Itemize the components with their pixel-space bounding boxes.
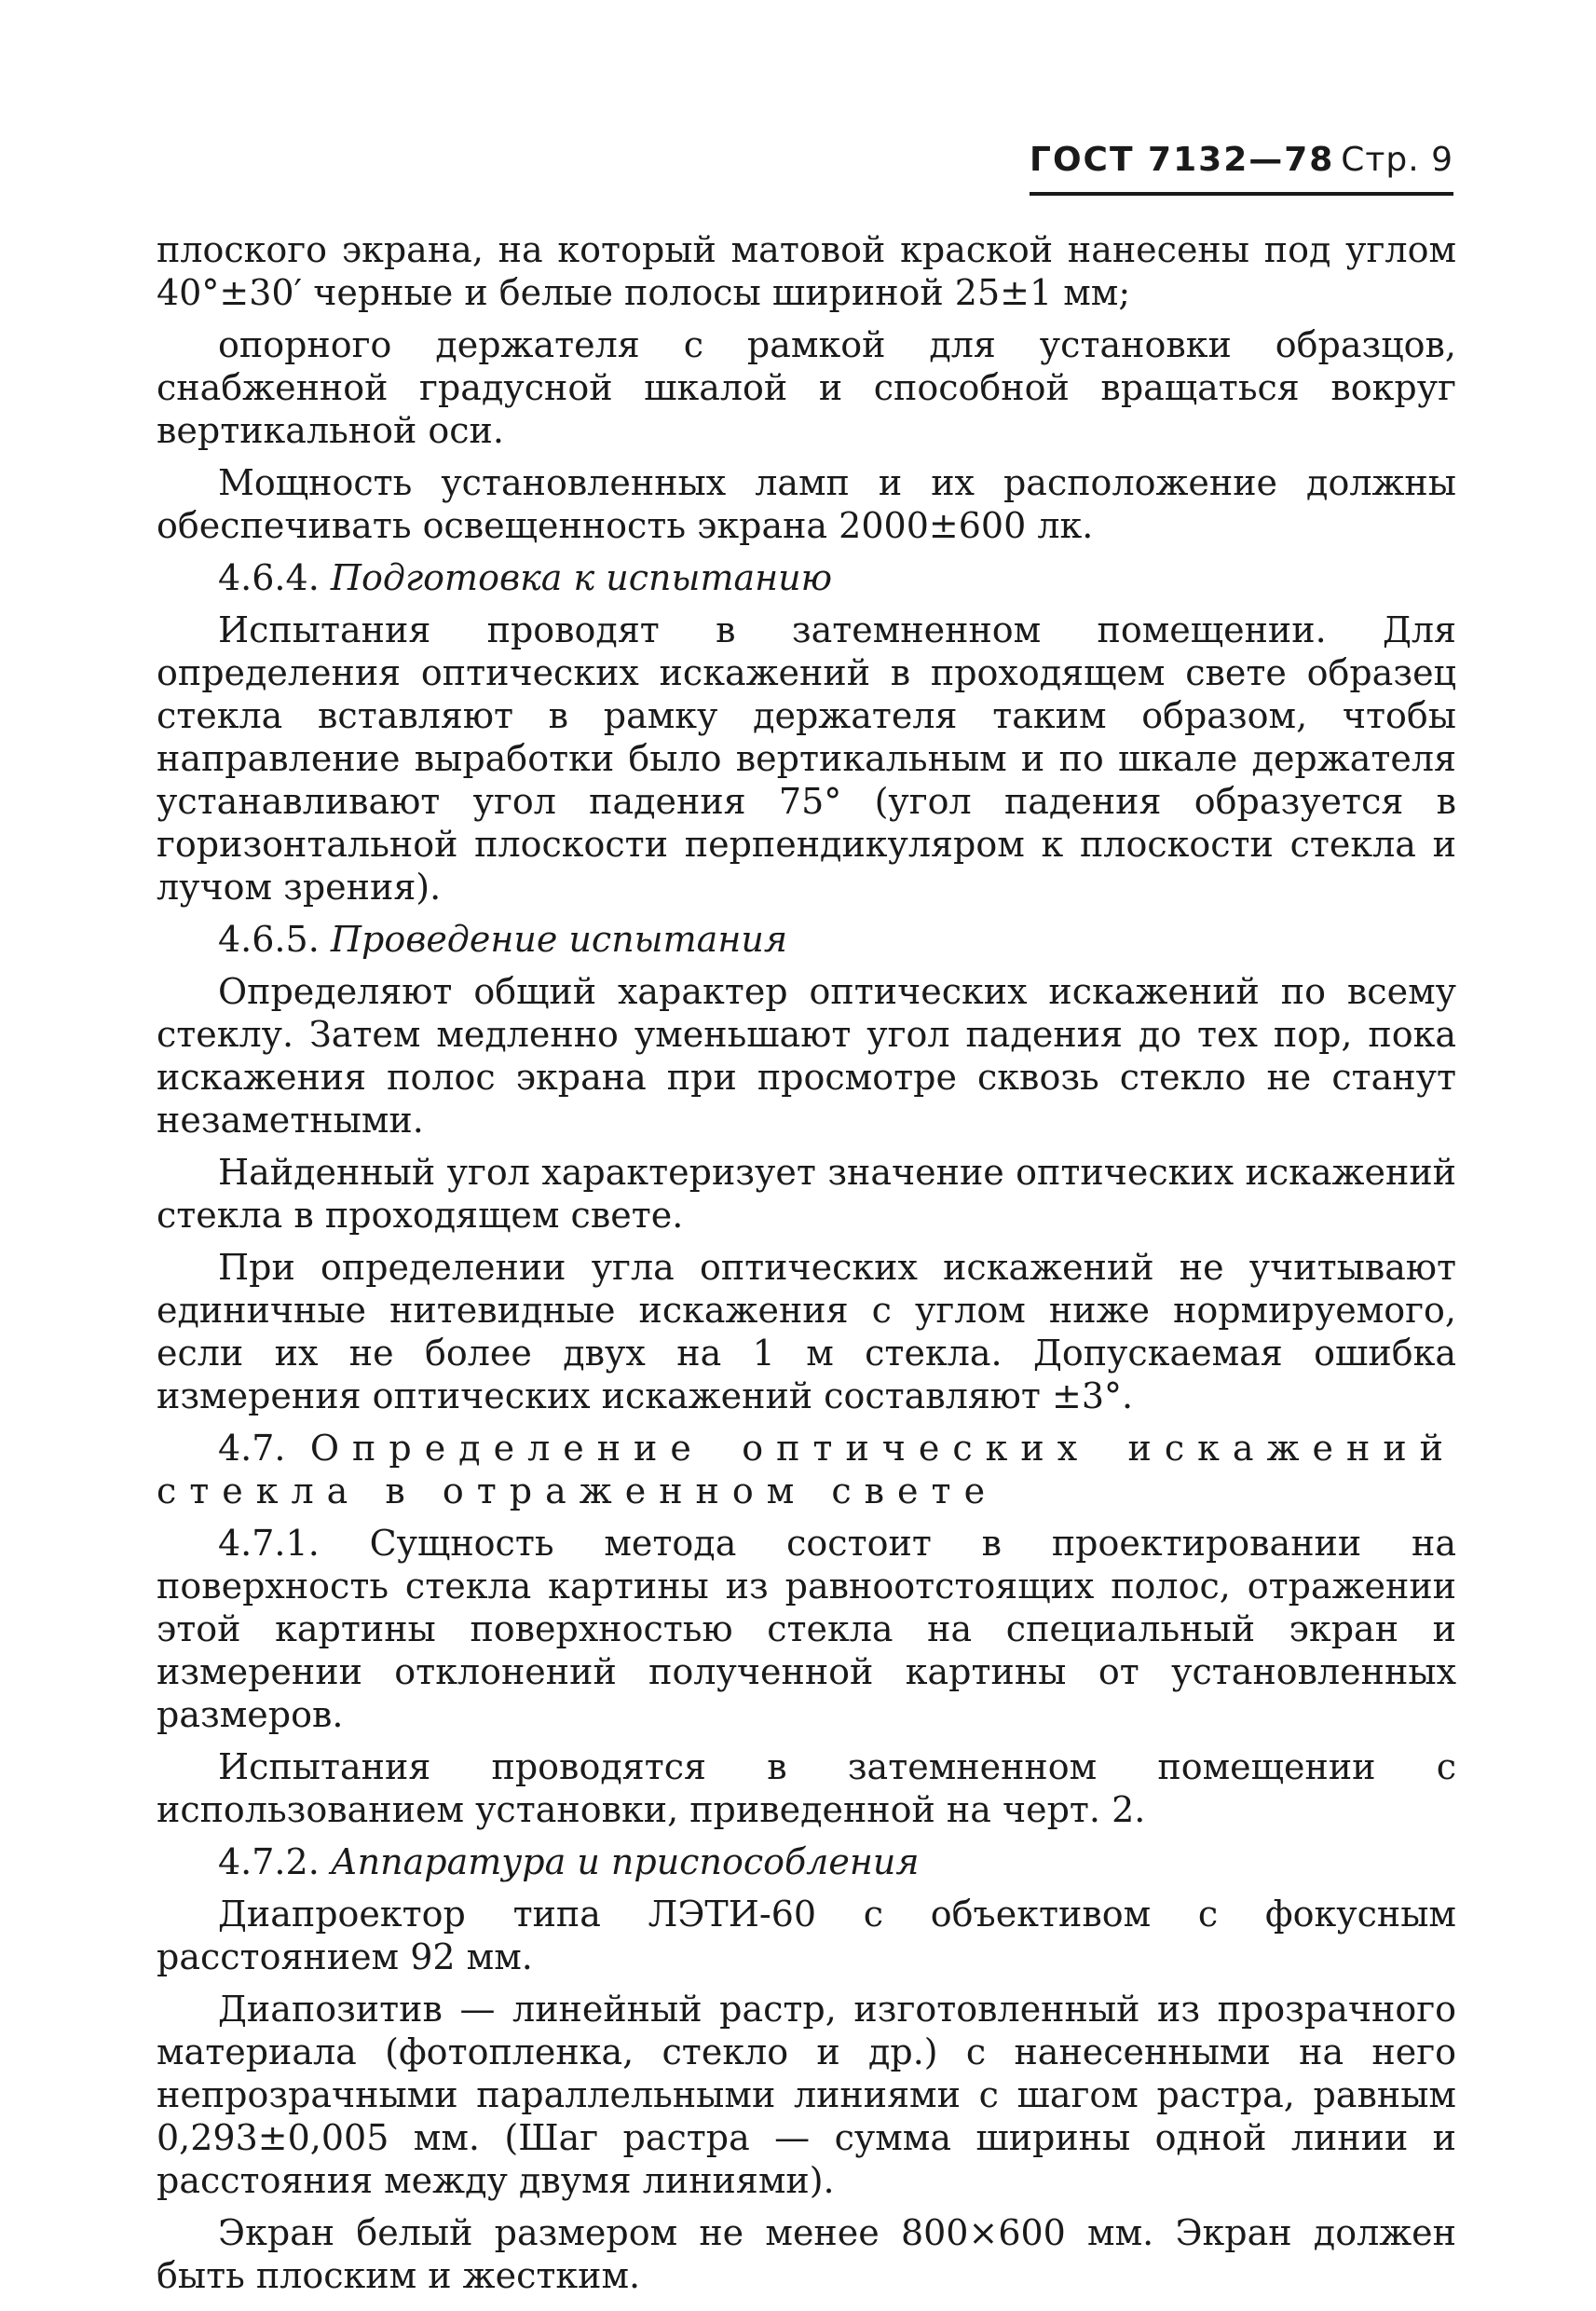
section-4-7-2-number: 4.7.2. (218, 1841, 331, 1882)
paragraph-projector: Диапроектор типа ЛЭТИ-60 с объективом с фокусным расстоянием 92 мм. (157, 1894, 1456, 1977)
paragraph-procedure: Определяют общий характер оптических искажений по всему стеклу. Затем медленно уменьшают угол падения до тех пор, пока искажения полос экрана при просмотре сквозь стекло не станут незаметными. (157, 971, 1456, 1141)
paragraph-found-angle: Найденный угол характеризует значение оптических искажений стекла в проходящем свете. (157, 1152, 1456, 1236)
section-4-7-2-title: Аппаратура и приспособления (330, 1841, 920, 1882)
standard-number: ГОСТ 7132—78 (1030, 141, 1335, 179)
section-4-7-number: 4.7. (218, 1428, 310, 1469)
paragraph-method-essence (157, 1522, 1456, 1736)
paragraph-preparation: Испытания проводят в затемненном помещении. Для определения оптических искажений в проходящем свете образец стекла вставляют в рамку держателя таким образом, чтобы направление выработки было вертикальным и по шкале держателя устанавливают угол падения 75° (угол падения образуется в горизонтальной плоскости перпендикуляром к плоскости стекла и лучом зрения). (157, 609, 1456, 908)
paragraph-white-screen: Экран белый размером не менее 800×600 мм. Экран должен быть плоским и жестким. (157, 2212, 1456, 2296)
paragraph-lamps: Мощность установленных ламп и их расположение должны обеспечивать освещенность экрана 2000±600 лк. (157, 462, 1456, 546)
paragraph-screen: плоского экрана, на который матовой краской нанесены под углом 40°±30′ черные и белые полосы шириной 25±1 мм; (157, 229, 1456, 313)
section-4-7-2-heading (157, 1840, 1456, 1883)
section-4-6-4-number: 4.6.4. (218, 557, 331, 598)
section-4-7-1-number: 4.7.1. (218, 1523, 370, 1564)
paragraph-slide: Диапозитив — линейный растр, изготовленный из прозрачного материала (фотопленка, стекло и др.) с нанесенными на него непрозрачными параллельными линиями с шагом растра, равным 0,293±0,005 мм. (Шаг растра — сумма ширины одной линии и расстояния между двумя линиями). (157, 1989, 1456, 2201)
page-number: Стр. 9 (1341, 141, 1453, 179)
section-4-7-heading (157, 1427, 1456, 1512)
section-4-7-1-text: Сущность метода состоит в проектировании на поверхность стекла картины из равноотстоящих полос, отражении этой картины поверхностью стекла на специальный экран и измерении отклонений полученной картины от установленных размеров. (157, 1523, 1456, 1735)
page-header (1030, 140, 1453, 196)
section-4-6-5-title: Проведение испытания (330, 919, 787, 960)
section-4-6-4-title: Подготовка к испытанию (330, 557, 833, 598)
section-4-6-5-number: 4.6.5. (218, 919, 331, 960)
section-4-7-title: Определение оптических искажений стекла в отраженном свете (157, 1428, 1456, 1511)
paragraph-setup: Испытания проводятся в затемненном помещении с использованием установки, приведенной на черт. 2. (157, 1746, 1456, 1830)
paragraph-holder: опорного держателя с рамкой для установки образцов, снабженной градусной шкалой и способной вращаться вокруг вертикальной оси. (157, 324, 1456, 451)
body-text (157, 228, 1456, 2306)
section-4-6-4-heading (157, 556, 1456, 599)
paragraph-tolerance: При определении угла оптических искажений не учитывают единичные нитевидные искажения с углом ниже нормируемого, если их не более двух на 1 м стекла. Допускаемая ошибка измерения оптических искажений составляют ±3°. (157, 1247, 1456, 1416)
section-4-6-5-heading (157, 918, 1456, 961)
